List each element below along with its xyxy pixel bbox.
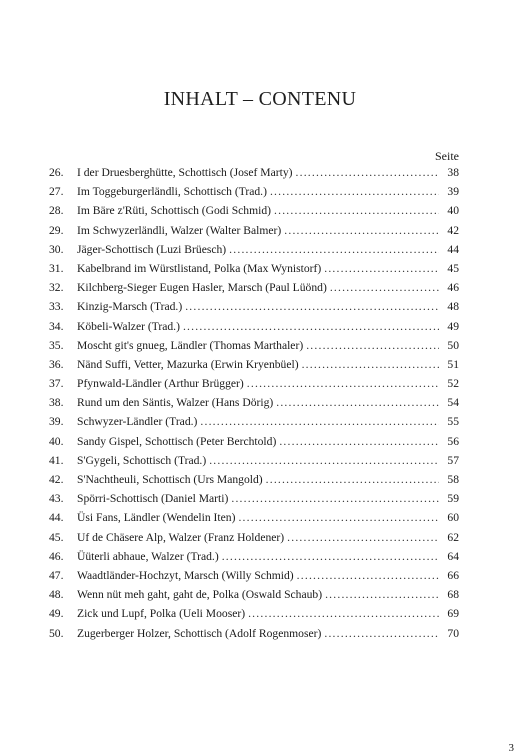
entry-number: 31. xyxy=(49,261,64,275)
dot-leader xyxy=(325,588,439,601)
entry-title: Üüterli abhaue, Walzer (Trad.) xyxy=(77,549,219,563)
dot-leader xyxy=(324,262,439,275)
dot-leader xyxy=(209,454,439,467)
toc-entry xyxy=(49,281,459,300)
entry-page: 50 xyxy=(447,338,459,352)
dot-leader xyxy=(229,243,439,256)
entry-page: 48 xyxy=(447,300,459,314)
entry-title: Sandy Gispel, Schottisch (Peter Berchtold) xyxy=(77,434,277,448)
entry-title: Waadtländer-Hochzyt, Marsch (Willy Schmid) xyxy=(77,568,294,582)
entry-number: 26. xyxy=(49,166,64,179)
entry-number: 30. xyxy=(49,242,64,256)
entry-number: 33. xyxy=(49,300,64,314)
dot-leader xyxy=(324,627,439,640)
dot-leader xyxy=(231,492,439,505)
entry-number: 42. xyxy=(49,473,64,486)
toc-entry xyxy=(49,377,459,396)
entry-page: 49 xyxy=(447,319,459,333)
entry-number: 47. xyxy=(49,568,64,582)
toc-entry xyxy=(49,339,459,358)
dot-leader xyxy=(222,550,439,563)
entry-title: Moscht git's gnueg, Ländler (Thomas Marthaler) xyxy=(77,338,304,352)
entry-title: Rund um den Säntis, Walzer (Hans Dörig) xyxy=(77,396,274,410)
toc-entry xyxy=(49,262,459,281)
entry-number: 35. xyxy=(49,338,64,352)
toc-entry xyxy=(49,358,459,377)
dot-leader xyxy=(296,166,439,179)
toc-entry xyxy=(49,166,459,185)
entry-title: S'Gygeli, Schottisch (Trad.) xyxy=(77,453,207,467)
toc-entry xyxy=(49,224,459,243)
dot-leader xyxy=(284,224,439,237)
entry-page: 40 xyxy=(447,204,459,218)
dot-leader xyxy=(330,281,439,294)
entry-page: 54 xyxy=(447,396,459,410)
toc-entry xyxy=(49,185,459,204)
entry-page: 52 xyxy=(447,377,459,391)
entry-page: 58 xyxy=(447,473,459,486)
entry-number: 44. xyxy=(49,511,64,525)
entry-title: Üsi Fans, Ländler (Wendelin Iten) xyxy=(77,511,236,525)
toc-entry xyxy=(49,396,459,415)
entry-page: 42 xyxy=(447,223,459,237)
entry-number: 49. xyxy=(49,607,64,621)
toc-entry xyxy=(49,204,459,223)
dot-leader xyxy=(279,435,439,448)
dot-leader xyxy=(247,377,439,390)
dot-leader xyxy=(266,473,439,486)
toc-entry xyxy=(49,627,459,646)
entry-title: Nänd Suffi, Vetter, Mazurka (Erwin Kryenbüel) xyxy=(77,357,299,371)
entry-title: Kinzig-Marsch (Trad.) xyxy=(77,300,183,314)
dot-leader xyxy=(248,607,439,620)
toc-entry xyxy=(49,511,459,530)
entry-page: 66 xyxy=(447,568,459,582)
entry-number: 43. xyxy=(49,492,64,506)
entry-title: Zugerberger Holzer, Schottisch (Adolf Rogenmoser) xyxy=(77,626,322,640)
entry-title: Im Schwyzerländli, Walzer (Walter Balmer) xyxy=(77,223,282,237)
toc-entry xyxy=(49,320,459,339)
entry-title: Schwyzer-Ländler (Trad.) xyxy=(77,415,198,429)
toc-entry xyxy=(49,531,459,550)
entry-page: 68 xyxy=(447,588,459,602)
toc-entry xyxy=(49,415,459,434)
dot-leader xyxy=(183,320,439,333)
toc-entry xyxy=(49,435,459,454)
toc-entry xyxy=(49,454,459,473)
dot-leader xyxy=(200,415,439,428)
entry-page: 59 xyxy=(447,492,459,506)
entry-number: 41. xyxy=(49,453,64,467)
entry-title: Spörri-Schottisch (Daniel Marti) xyxy=(77,492,229,506)
entry-number: 45. xyxy=(49,530,64,544)
entry-title: I der Druesberghütte, Schottisch (Josef Marty) xyxy=(77,166,293,179)
entry-page: 45 xyxy=(447,261,459,275)
entry-number: 50. xyxy=(49,626,64,640)
dot-leader xyxy=(185,300,439,313)
entry-number: 28. xyxy=(49,204,64,218)
entry-number: 38. xyxy=(49,396,64,410)
entry-title: Kabelbrand im Würstlistand, Polka (Max Wynistorf) xyxy=(77,261,322,275)
dot-leader xyxy=(274,204,439,217)
entry-page: 44 xyxy=(447,242,459,256)
entry-title: Zick und Lupf, Polka (Ueli Mooser) xyxy=(77,607,246,621)
page-folio: 3 xyxy=(508,742,514,754)
toc-entry xyxy=(49,243,459,262)
entry-title: Pfynwald-Ländler (Arthur Brügger) xyxy=(77,377,244,391)
toc-entry xyxy=(49,550,459,569)
entry-page: 70 xyxy=(447,626,459,640)
toc-entry xyxy=(49,473,459,492)
entry-title: Uf de Chäsere Alp, Walzer (Franz Holdener) xyxy=(77,530,285,544)
toc-entry xyxy=(49,588,459,607)
entry-title: Im Bäre z'Rüti, Schottisch (Godi Schmid) xyxy=(77,204,272,218)
entry-title: Wenn nüt meh gaht, gaht de, Polka (Oswald Schaub) xyxy=(77,588,323,602)
entry-number: 40. xyxy=(49,434,64,448)
dot-leader xyxy=(306,339,439,352)
dot-leader xyxy=(270,185,439,198)
toc-entry xyxy=(49,607,459,626)
table-of-contents xyxy=(49,166,459,646)
entry-number: 29. xyxy=(49,223,64,237)
entry-page: 38 xyxy=(447,166,459,179)
entry-title: Jäger-Schottisch (Luzi Brüesch) xyxy=(77,242,227,256)
entry-page: 60 xyxy=(447,511,459,525)
entry-number: 37. xyxy=(49,377,64,391)
entry-number: 27. xyxy=(49,185,64,199)
entry-number: 36. xyxy=(49,357,64,371)
entry-page: 51 xyxy=(447,357,459,371)
dot-leader xyxy=(302,358,439,371)
entry-title: Köbeli-Walzer (Trad.) xyxy=(77,319,180,333)
entry-number: 39. xyxy=(49,415,64,429)
entry-page: 46 xyxy=(447,281,459,295)
entry-page: 39 xyxy=(447,185,459,199)
entry-page: 69 xyxy=(447,607,459,621)
entry-title: Im Toggeburgerländli, Schottisch (Trad.) xyxy=(77,185,267,199)
toc-entry xyxy=(49,569,459,588)
page-title: INHALT – CONTENU xyxy=(163,88,357,110)
entry-page: 57 xyxy=(447,453,459,467)
entry-page: 64 xyxy=(447,549,459,563)
entry-number: 46. xyxy=(49,549,64,563)
entry-number: 34. xyxy=(49,319,64,333)
dot-leader xyxy=(287,531,439,544)
dot-leader xyxy=(297,569,439,582)
toc-entry xyxy=(49,492,459,511)
entry-page: 55 xyxy=(447,415,459,429)
page-column-label: Seite xyxy=(435,149,459,163)
entry-number: 48. xyxy=(49,588,64,602)
dot-leader xyxy=(238,511,439,524)
dot-leader xyxy=(276,396,439,409)
entry-title: Kilchberg-Sieger Eugen Hasler, Marsch (Paul Lüönd) xyxy=(77,281,327,295)
entry-page: 56 xyxy=(447,434,459,448)
entry-number: 32. xyxy=(49,281,64,295)
entry-page: 62 xyxy=(447,530,459,544)
entry-title: S'Nachtheuli, Schottisch (Urs Mangold) xyxy=(77,473,263,486)
toc-entry xyxy=(49,300,459,319)
